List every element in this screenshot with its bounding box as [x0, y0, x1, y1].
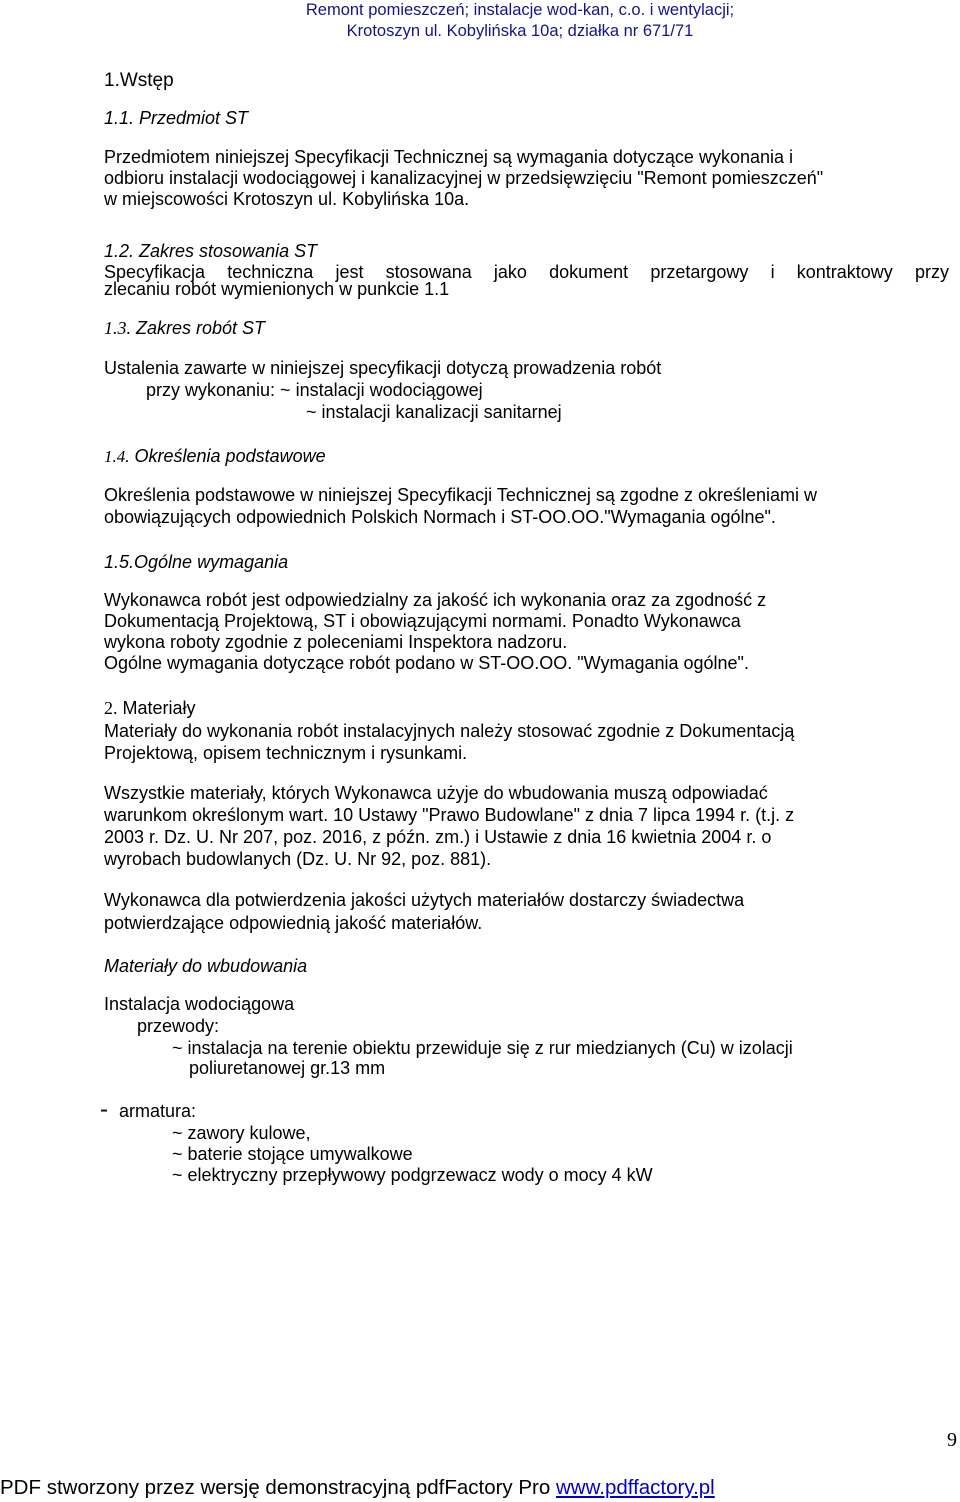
- header-line-1: Remont pomieszczeń; instalacje wod-kan, c.o. i wentylacji;: [305, 1, 735, 19]
- section-2-title: Materiały: [122, 698, 196, 718]
- pipes-line-1: ~ instalacja na terenie obiektu przewiduje się z rur miedzianych (Cu) w izolacji: [172, 1038, 793, 1058]
- fittings-label: armatura:: [119, 1101, 197, 1121]
- section-1-2-line-2: zlecaniu robót wymienionych w punkcie 1.1: [104, 279, 450, 299]
- section-1-5-line-1: Wykonawca robót jest odpowiedzialny za jakość ich wykonania oraz za zgodność z: [104, 590, 767, 610]
- section-1-2-line-1: Specyfikacja techniczna jest stosowana jako dokument przetargowy i kontraktowy przy: [104, 262, 949, 282]
- pipes-line-2: poliuretanowej gr.13 mm: [189, 1058, 386, 1078]
- section-2-p2-line-2: warunkom określonym wart. 10 Ustawy "Prawo Budowlane" z dnia 7 lipca 1994 r. (t.j. z: [104, 805, 795, 825]
- footer-link[interactable]: www.pdffactory.pl: [555, 1476, 715, 1499]
- section-1-2-title: 1.2. Zakres stosowania ST: [104, 241, 318, 261]
- section-1-3-line-1: Ustalenia zawarte w niniejszej specyfikacji dotyczą prowadzenia robót: [104, 358, 662, 378]
- section-1-1-line-2: odbioru instalacji wodociągowej i kanalizacyjnej w przedsięwzięciu "Remont pomieszczeń": [104, 168, 824, 188]
- section-2-p3-line-1: Wykonawca dla potwierdzenia jakości użytych materiałów dostarczy świadectwa: [104, 890, 745, 910]
- materials-install-title: Materiały do wbudowania: [104, 956, 308, 976]
- header-line-2: Krotoszyn ul. Kobylińska 10a; działka nr 671/71: [346, 22, 694, 40]
- section-2-p3-line-2: potwierdzające odpowiednią jakość materiałów.: [104, 913, 483, 933]
- footer-text: PDF stworzony przez wersję demonstracyjną pdfFactory Pro: [0, 1476, 556, 1499]
- section-1-5-line-3: wykona roboty zgodnie z poleceniami Inspektora nadzoru.: [104, 632, 568, 652]
- fittings-item: ~ elektryczny przepływowy podgrzewacz wody o mocy 4 kW: [172, 1165, 653, 1185]
- page-number: 9: [947, 1429, 957, 1451]
- section-2-p2-line-3: 2003 r. Dz. U. Nr 207, poz. 2016, z późn. zm.) i Ustawie z dnia 16 kwietnia 2004 r. o: [104, 827, 772, 847]
- section-1-title: 1.Wstęp: [104, 70, 174, 91]
- fittings-dash: -: [100, 1096, 108, 1123]
- section-2-p1-line-1: Materiały do wykonania robót instalacyjnych należy stosować zgodnie z Dokumentacją: [104, 721, 795, 741]
- section-1-1-title: 1.1. Przedmiot ST: [104, 108, 249, 128]
- water-installation-title: Instalacja wodociągowa: [104, 994, 295, 1014]
- section-1-5-title: 1.5.Ogólne wymagania: [104, 552, 289, 572]
- section-1-5-line-2: Dokumentacją Projektową, ST i obowiązującymi normami. Ponadto Wykonawca: [104, 611, 741, 631]
- section-1-4-line-1: Określenia podstawowe w niniejszej Specyfikacji Technicznej są zgodne z określeniami w: [104, 485, 818, 505]
- section-2-p1-line-2: Projektową, opisem technicznym i rysunkami.: [104, 743, 468, 763]
- section-1-4-line-2: obowiązujących odpowiednich Polskich Normach i ST-OO.OO."Wymagania ogólne".: [104, 507, 776, 527]
- section-2-p2-line-1: Wszystkie materiały, których Wykonawca użyje do wbudowania muszą odpowiadać: [104, 783, 768, 803]
- section-1-1-line-3: w miejscowości Krotoszyn ul. Kobylińska 10a.: [104, 189, 470, 209]
- fittings-item: ~ baterie stojące umywalkowe: [172, 1144, 413, 1164]
- section-1-3-line-2: przy wykonaniu: ~ instalacji wodociągowej: [146, 380, 483, 400]
- section-1-3-number: 1.3.: [104, 318, 131, 338]
- section-1-3-title: Zakres robót ST: [136, 318, 266, 338]
- footer: [0, 1476, 715, 1500]
- section-1-5-line-4: Ogólne wymagania dotyczące robót podano w ST-OO.OO. "Wymagania ogólne".: [104, 653, 749, 673]
- section-1-1-line-1: Przedmiotem niniejszej Specyfikacji Technicznej są wymagania dotyczące wykonania i: [104, 147, 793, 167]
- fittings-item: ~ zawory kulowe,: [172, 1123, 311, 1143]
- pipes-label: przewody:: [137, 1016, 220, 1036]
- section-1-4-title: Określenia podstawowe: [134, 446, 326, 466]
- section-2-p2-line-4: wyrobach budowlanych (Dz. U. Nr 92, poz. 881).: [104, 849, 492, 869]
- section-1-4-number: 1.4.: [104, 447, 130, 466]
- section-2-number: 2.: [104, 698, 118, 718]
- section-1-3-line-3: ~ instalacji kanalizacji sanitarnej: [306, 402, 562, 422]
